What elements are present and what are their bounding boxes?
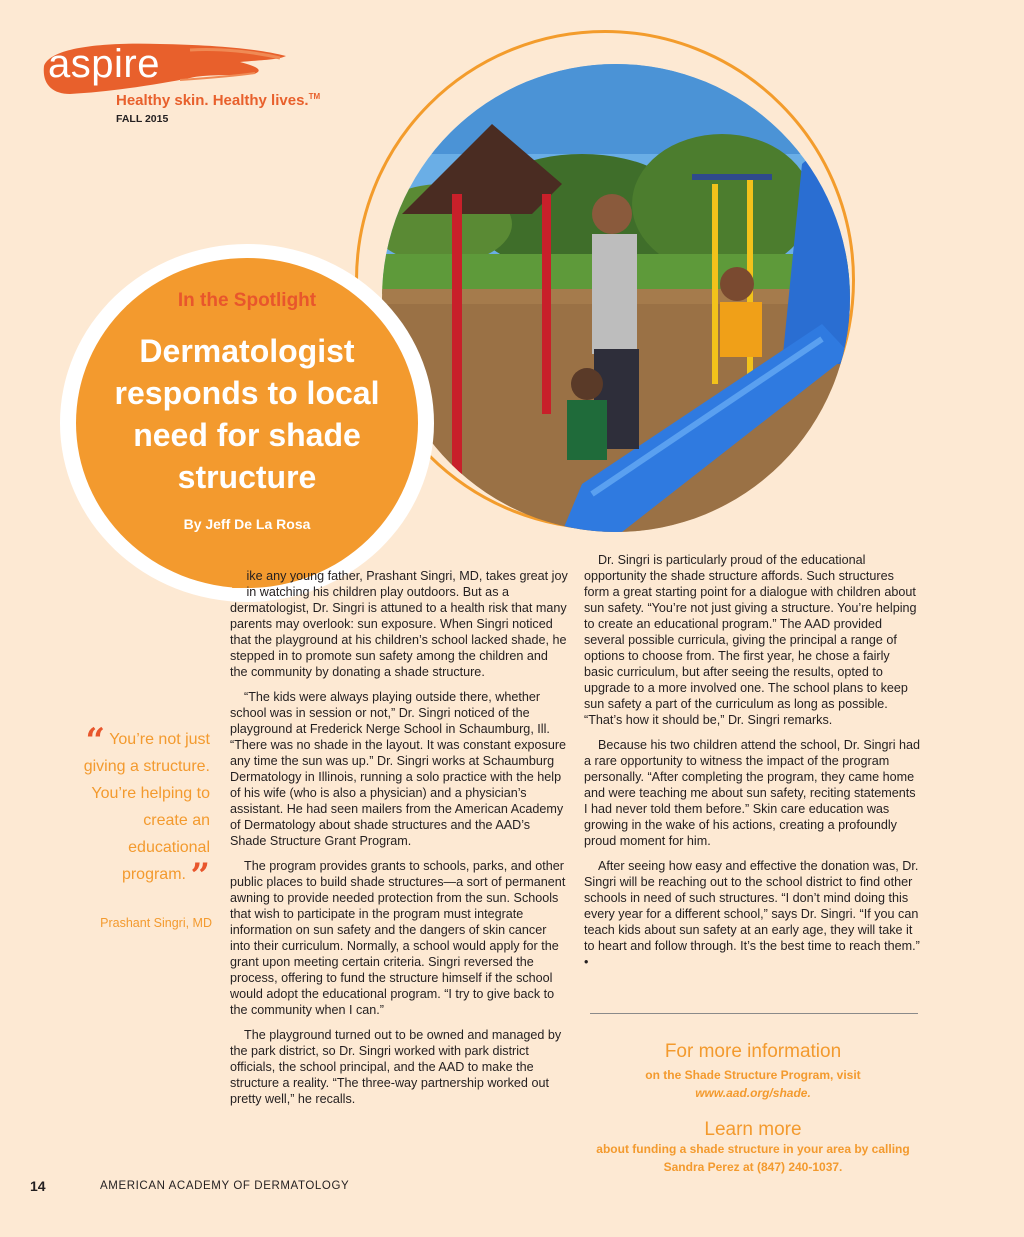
info-phone: Sandra Perez at (847) 240-1037. xyxy=(663,1160,843,1174)
pull-quote-text: You’re not just giving a structure. You’re helping to create an educational program. xyxy=(83,731,210,883)
trademark-mark: TM xyxy=(308,92,321,101)
info-line: about funding a shade structure in your area by calling xyxy=(596,1142,910,1156)
article-paragraph: “The kids were always playing outside there, whether school was in session or not,” Dr. Singri noticed of the playground at Frederick Nerge School in Schaumburg, Ill. “There was no shade in the layout. It was constant exposure any time the sun was up.” Dr. Singri works at Schaumburg Dermatology in Illinois, running a solo practice with the help of his wife (who is also a physician) and a physician’s assistant. He had seen mailers from the American Academy of Dermatology about shade structures and the AAD’s Shade Structure Grant Program. xyxy=(230,690,567,848)
info-heading: For more information xyxy=(664,1041,842,1062)
article-headline: Dermatologist responds to local need for shade structure xyxy=(114,333,380,495)
info-line: on the Shade Structure Program, visit xyxy=(645,1068,861,1082)
article-column-1 xyxy=(230,564,568,1116)
info-heading: Learn more xyxy=(704,1119,802,1140)
playground-photo-icon xyxy=(382,64,850,532)
issue-date: FALL 2015 xyxy=(116,113,169,125)
open-quote-icon: “ xyxy=(85,721,106,761)
byline: By Jeff De La Rosa xyxy=(183,516,311,532)
page-number: 14 xyxy=(30,1178,46,1194)
brand-logo-text: aspire xyxy=(48,42,160,86)
masthead xyxy=(40,36,370,136)
pull-quote-attribution: Prashant Singri, MD xyxy=(100,916,212,930)
playground-photo xyxy=(382,64,850,532)
article-paragraph xyxy=(230,564,568,680)
article-paragraph: After seeing how easy and effective the donation was, Dr. Singri will be reaching out to the school district to find other schools in need of such structures. “I don’t mind doing this every year for a different school,” says Dr. Singri. “If you can teach kids about sun safety at an early age, they will take it to heart and follow through. It’s the best time to reach them.” • xyxy=(584,859,920,969)
section-kicker: In the Spotlight xyxy=(177,290,317,311)
article-paragraph: The program provides grants to schools, parks, and other public places to build shade structures—a sort of permanent awning to provide needed protection from the sun. Schools that wish to participate in the program must integrate information on sun safety and the dangers of skin cancer into their curriculum. Normally, a school would apply for the grant upon meeting certain criteria. Singri reversed the process, offering to fund the structure himself if the school would adopt the educational program. “I try to give back to the community when I can.” xyxy=(230,859,566,1017)
tagline xyxy=(116,92,320,109)
article-paragraph: Dr. Singri is particularly proud of the educational opportunity the shade structure affords. Such structures form a great starting point for a dialogue with children about sun safety. “You’re not just giving a structure. You’re helping to create an educational program.” The AAD provided several possible curricula, giving the principal a range of options to choose from. The first year, he chose a fairly basic curriculum, but after seeing the results, opted to upgrade to a more involved one. The school plans to keep sun safety a part of the curriculum as long as possible. “That’s how it should be,” Dr. Singri remarks. xyxy=(584,553,917,727)
tagline-text: Healthy skin. Healthy lives. xyxy=(116,92,309,109)
article-paragraph: The playground turned out to be owned and managed by the park district, so Dr. Singri worked with park district officials, the school principal, and the AAD to make the structure a reality. “The three-way partnership worked out pretty well,” he recalls. xyxy=(230,1028,562,1106)
info-text xyxy=(584,1066,922,1102)
article-column-2 xyxy=(584,552,922,979)
footer-organization: AMERICAN ACADEMY OF DERMATOLOGY xyxy=(100,1180,350,1192)
info-text xyxy=(584,1140,922,1176)
close-quote-icon: ” xyxy=(190,856,210,896)
paragraph-text: ike any young father, Prashant Singri, MD, takes great joy in watching his children play outdoors. But as a dermatologist, Dr. Singri is attuned to a health risk that many parents may overlook: sun exposure. When Singri noticed that the playground at his children’s school lacked shade, he stepped in to promote sun safety among the children and the community by donating a shade structure. xyxy=(230,569,568,679)
drop-cap: L xyxy=(230,564,245,594)
pull-quote xyxy=(70,721,210,896)
article-paragraph: Because his two children attend the school, Dr. Singri had a rare opportunity to witness the impact of the program personally. “After completing the program, they came home and were teaching me about sun safety, reciting statements I had never told them before.” Skin care education was growing in the wake of his actions, creating a profoundly proud moment for him. xyxy=(584,738,921,848)
divider xyxy=(590,1013,918,1014)
info-url-link[interactable]: www.aad.org/shade. xyxy=(695,1086,811,1100)
